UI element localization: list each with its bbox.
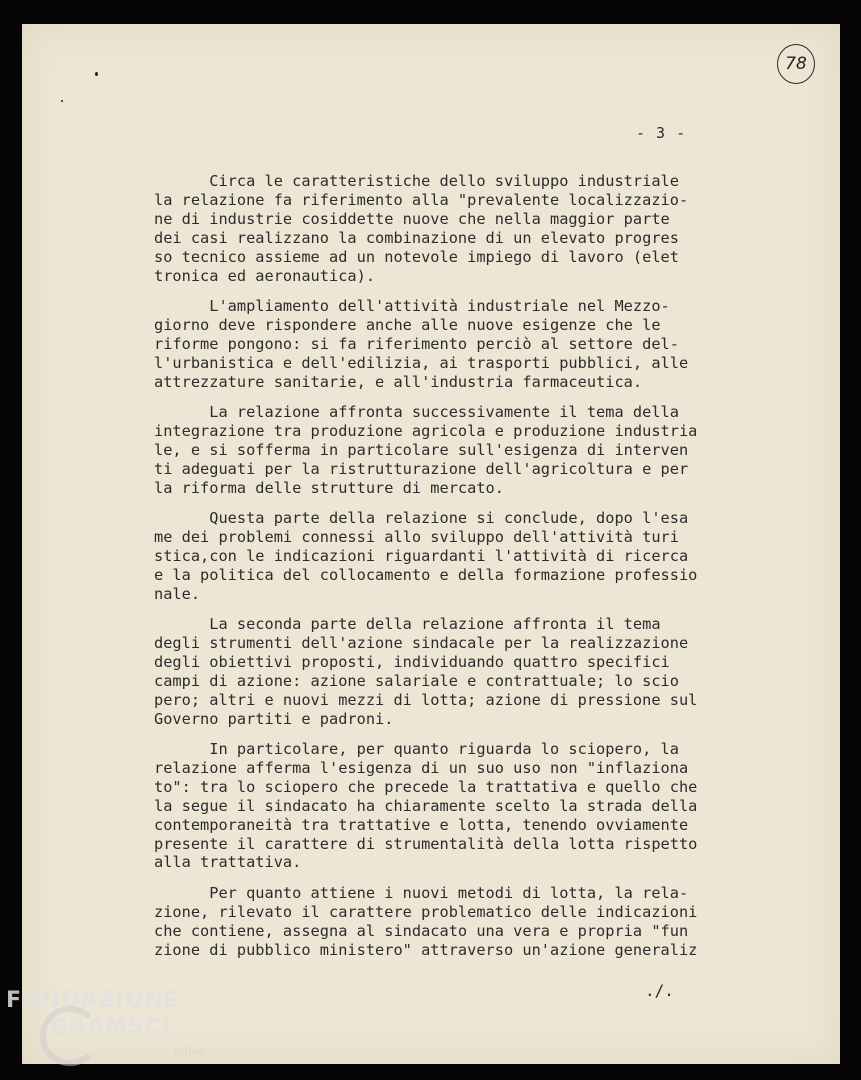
paragraph xyxy=(154,740,744,872)
ink-speck xyxy=(95,72,98,76)
text-line: to": tra lo sciopero che precede la trattativa e quello che xyxy=(154,777,698,796)
text-line: l'urbanistica e dell'edilizia, ai trasporti pubblici, alle xyxy=(154,353,689,372)
ink-speck xyxy=(61,100,63,102)
text-line: stica,con le indicazioni riguardanti l'attività di ricerca xyxy=(154,546,689,565)
page-number: - 3 - xyxy=(636,124,687,142)
text-line: presente il carattere di strumentalità della lotta rispetto xyxy=(154,834,698,853)
text-line: me dei problemi connessi allo sviluppo dell'attività turi xyxy=(154,527,679,546)
paragraph xyxy=(154,172,744,285)
paragraph xyxy=(154,403,744,498)
text-line: le, e si sofferma in particolare sull'esigenza di interven xyxy=(154,440,689,459)
text-line: e la politica del collocamento e della formazione professio xyxy=(154,565,698,584)
text-line: In particolare, per quanto riguarda lo sciopero, la xyxy=(154,739,679,758)
paragraph xyxy=(154,615,744,728)
text-line: so tecnico assieme ad un notevole impiego di lavoro (elet xyxy=(154,247,679,266)
folio-number-circle xyxy=(777,44,815,84)
text-line: campi di azione: azione salariale e contrattuale; lo scio xyxy=(154,671,679,690)
text-line: tronica ed aeronautica). xyxy=(154,266,376,285)
text-line: Circa le caratteristiche dello sviluppo industriale xyxy=(154,172,679,190)
text-line: riforme pongono: si fa riferimento perciò al settore del- xyxy=(154,334,679,353)
text-line: degli strumenti dell'azione sindacale per la realizzazione xyxy=(154,633,689,652)
text-line: Governo partiti e padroni. xyxy=(154,709,394,728)
watermark-tag: onlus xyxy=(174,1046,206,1057)
text-line: contemporaneità tra trattative e lotta, tenendo ovviamente xyxy=(154,815,689,834)
text-line: zione, rilevato il carattere problematico delle indicazioni xyxy=(154,902,698,921)
text-line: che contiene, assegna al sindacato una vera e propria "fun xyxy=(154,921,689,940)
text-line: la riforma delle strutture di mercato. xyxy=(154,478,504,497)
paragraph xyxy=(154,297,744,392)
text-line: zione di pubblico ministero" attraverso un'azione generaliz xyxy=(154,940,698,959)
text-line: nale. xyxy=(154,584,201,603)
text-line: giorno deve rispondere anche alle nuove esigenze che le xyxy=(154,315,661,334)
paragraph xyxy=(154,884,744,960)
text-line: la segue il sindacato ha chiaramente scelto la strada della xyxy=(154,796,698,815)
text-line: pero; altri e nuovi mezzi di lotta; azione di pressione sul xyxy=(154,690,698,709)
text-line: la relazione fa riferimento alla "prevalente localizzazio- xyxy=(154,190,689,209)
text-line: ne di industrie cosiddette nuove che nella maggior parte xyxy=(154,209,670,228)
text-line: La seconda parte della relazione affronta il tema xyxy=(154,615,661,634)
watermark-line1: FONDAZIONE xyxy=(6,988,180,1013)
folio-number: 78 xyxy=(785,54,807,74)
text-line: attrezzature sanitarie, e all'industria farmaceutica. xyxy=(154,372,643,391)
paragraph xyxy=(154,509,744,604)
text-line: ti adeguati per la ristrutturazione dell'agricoltura e per xyxy=(154,459,689,478)
watermark-logo xyxy=(6,988,206,1057)
text-line: integrazione tra produzione agricola e produzione industria xyxy=(154,421,698,440)
watermark-line2: GRAMSCI xyxy=(50,1015,172,1040)
document-body xyxy=(154,172,744,971)
text-line: La relazione affronta successivamente il tema della xyxy=(154,402,679,421)
continuation-mark: ./. xyxy=(645,981,674,1000)
watermark-g-ring xyxy=(40,1006,100,1066)
text-line: alla trattativa. xyxy=(154,853,302,872)
text-line: dei casi realizzano la combinazione di un elevato progres xyxy=(154,228,679,247)
text-line: relazione afferma l'esigenza di un suo uso non "inflaziona xyxy=(154,758,689,777)
text-line: Per quanto attiene i nuovi metodi di lotta, la rela- xyxy=(154,883,689,902)
text-line: L'ampliamento dell'attività industriale nel Mezzo- xyxy=(154,296,670,315)
text-line: degli obiettivi proposti, individuando quattro specifici xyxy=(154,652,670,671)
text-line: Questa parte della relazione si conclude, dopo l'esa xyxy=(154,509,689,527)
